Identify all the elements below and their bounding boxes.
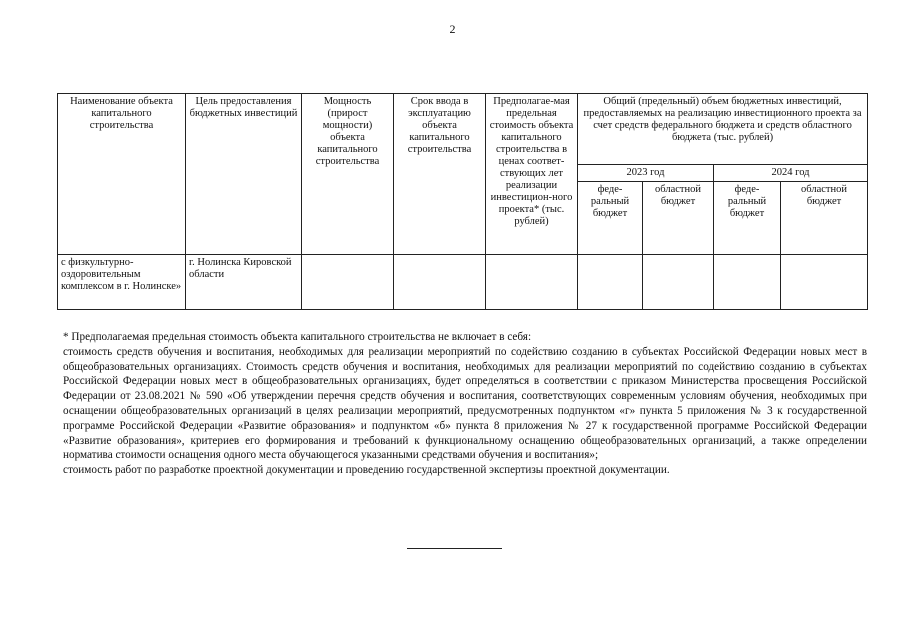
header-estimated-cost: Предполагае-мая предельная стоимость объекта капитального строительства в ценах соответ-ствующих лет реализации инвестицион-ного проекта* (тыс. рублей) xyxy=(486,94,578,255)
footnote-intro: * Предполагаемая предельная стоимость объекта капитального строительства не включает в себя: xyxy=(63,331,532,343)
header-capacity: Мощность (прирост мощности) объекта капитального строительства xyxy=(302,94,394,255)
header-federal-budget-2023: феде-ральный бюджет xyxy=(578,182,643,255)
cell-regional-budget-2023 xyxy=(643,255,714,310)
header-year-2024: 2024 год xyxy=(714,165,868,182)
header-investment-goal: Цель предоставления бюджетных инвестиций xyxy=(186,94,302,255)
cell-investment-goal: г. Нолинска Кировской области xyxy=(186,255,302,310)
header-regional-budget-2023: областной бюджет xyxy=(643,182,714,255)
table-header-row xyxy=(58,94,868,165)
footnote-item-training-costs: стоимость средств обучения и воспитания, необходимых для реализации мероприятий по содействию созданию в субъектах Российской Федерации новых мест в общеобразовательных организациях. Стоимость средств обучения и воспитания, необходимых для реализации мероприятий по содействию созданию в субъектах Российской Федерации новых мест в общеобразовательных организациях, будет определяться в соответствии с приказом Министерства просвещения Российской Федерации от 23.08.2021 № 590 «Об утверждении перечня средств обучения и воспитания, соответствующих современным условиям обучения, необходимых при оснащении общеобразовательных организаций в целях реализации мероприятий, предусмотренных подпунктом «г» пункта 5 приложения № 3 к государственной программе Российской Федерации «Развитие образования» и подпунктом «б» пункта 8 приложения № 27 к государственной программе Российской Федерации «Развитие образования», критериев его формирования и требований к функциональному оснащению общеобразовательных организаций, а также определении норматива стоимости оснащения одного места обучающегося указанными средствами обучения и воспитания»; xyxy=(63,345,867,462)
cell-object-name: с физкультурно-оздоровительным комплексом в г. Нолинске» xyxy=(58,255,186,310)
footnotes xyxy=(63,330,867,478)
investment-table xyxy=(57,93,868,310)
cell-federal-budget-2024 xyxy=(714,255,781,310)
header-regional-budget-2024: областной бюджет xyxy=(781,182,868,255)
footnote-item-design-costs: стоимость работ по разработке проектной документации и проведению государственной экспертизы проектной документации. xyxy=(63,464,670,477)
header-year-2023: 2023 год xyxy=(578,165,714,182)
header-commissioning-date: Срок ввода в эксплуатацию объекта капитального строительства xyxy=(394,94,486,255)
header-total-investment: Общий (предельный) объем бюджетных инвестиций, предоставляемых на реализацию инвестиционного проекта за счет средств федерального бюджета и средств областного бюджета (тыс. рублей) xyxy=(578,94,868,165)
table-row xyxy=(58,255,868,310)
cell-capacity xyxy=(302,255,394,310)
header-object-name: Наименование объекта капитального строительства xyxy=(58,94,186,255)
page-number: 2 xyxy=(449,22,456,36)
footer-divider xyxy=(407,548,502,549)
cell-federal-budget-2023 xyxy=(578,255,643,310)
header-federal-budget-2024: феде-ральный бюджет xyxy=(714,182,781,255)
cell-commissioning-date xyxy=(394,255,486,310)
cell-estimated-cost xyxy=(486,255,578,310)
cell-regional-budget-2024 xyxy=(781,255,868,310)
